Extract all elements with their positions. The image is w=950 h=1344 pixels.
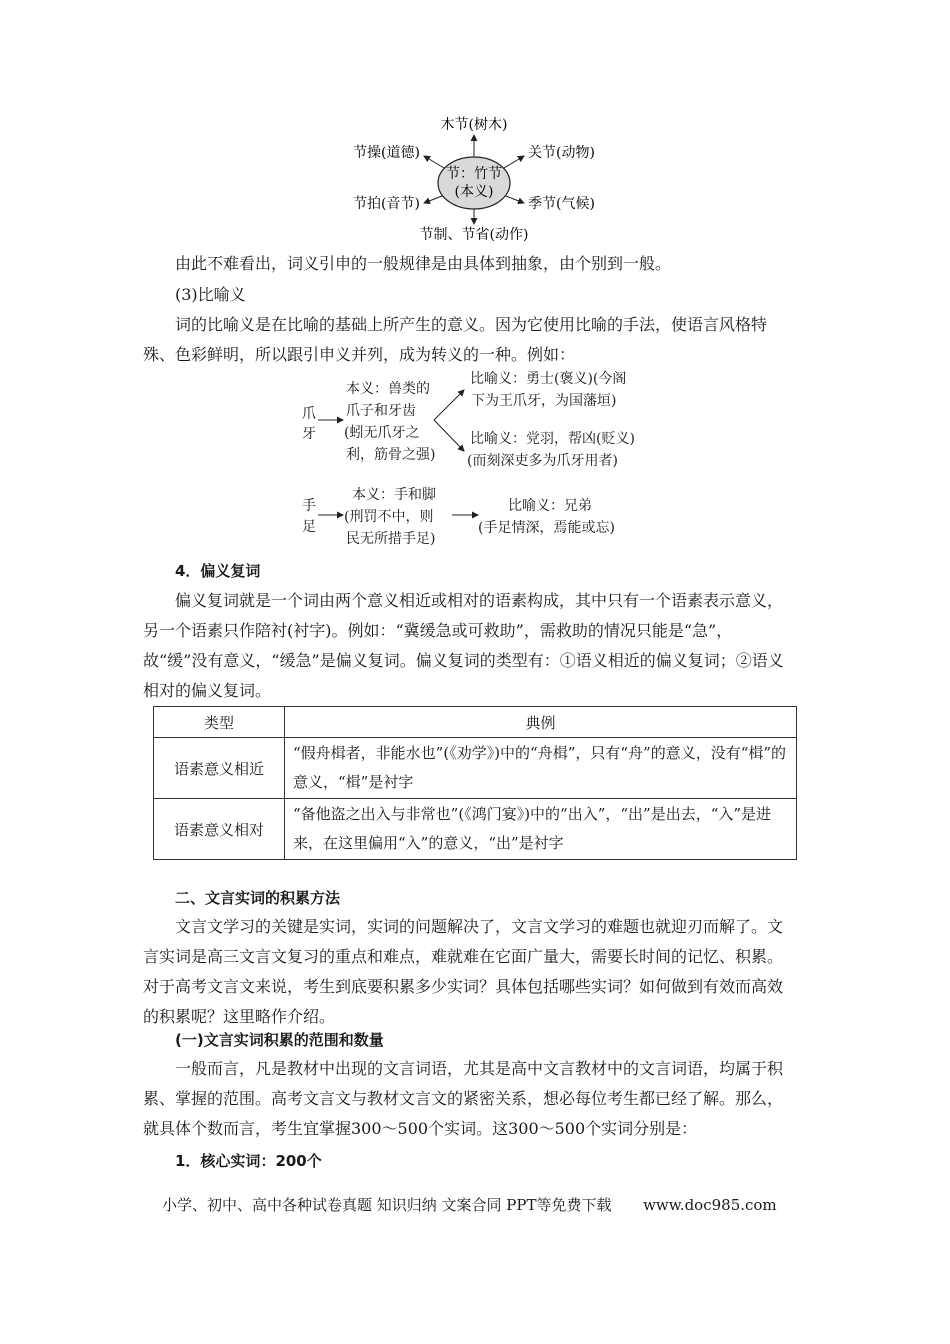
word-char-1: 手: [302, 498, 316, 514]
section-heading: 二、文言实词的积累方法: [175, 889, 341, 907]
meta1-line-2: 下为王爪牙，为国藩垣): [471, 393, 617, 409]
heading-partial-compound: 4．偏义复词: [175, 562, 261, 580]
row-type: 语素意义相近: [154, 738, 285, 799]
meta2-line-2: (而刻深吏多为爪牙用者): [467, 453, 618, 469]
subheading-scope: (一)文言实词积累的范围和数量: [175, 1031, 384, 1049]
base-line-3: 民无所措手足): [346, 531, 436, 547]
node-top-left: 节操(道德): [353, 145, 420, 161]
table-row: [154, 738, 797, 799]
base-line-2: (刑罚不中，则: [344, 509, 434, 525]
header-type: 类型: [154, 707, 285, 738]
word-char-2: 足: [302, 519, 316, 535]
center-label-1: 节：竹节: [446, 166, 502, 182]
meta2-line-1: 比喻义：党羽，帮凶(贬义): [470, 431, 635, 447]
examples-table: [153, 706, 797, 860]
para-compound: 偏义复词就是一个词由两个意义相近或相对的语素构成，其中只有一个语素表示意义，另一个语素只作陪衬(衬字)。例如：“冀缓急或可救助”，需救助的情况只能是“急”，故“缓”没有意义，“缓急”是偏义复词。偏义复词的类型有：①语义相近的偏义复词；②语义相对的偏义复词。: [143, 591, 784, 700]
row-example: “假舟楫者，非能水也”(《劝学》)中的“舟楫”，只有“舟”的意义，没有“楫”的意义，“楫”是衬字: [285, 738, 797, 799]
page-footer: [162, 1194, 777, 1215]
heading-metaphor: (3)比喻义: [175, 285, 246, 304]
para-rule: 由此不难看出，词义引申的一般规律是由具体到抽象，由个别到一般。: [175, 254, 672, 273]
footer-text: 小学、初中、高中各种试卷真题 知识归纳 文案合同 PPT等免费下载: [162, 1196, 612, 1214]
word-char-2: 牙: [302, 426, 316, 442]
item-core-words: 1．核心实词：200个: [175, 1152, 322, 1170]
word-char-1: 爪: [302, 406, 316, 422]
node-bottom-left: 节拍(音节): [353, 196, 420, 212]
node-top: 木节(树木): [440, 117, 508, 133]
center-ellipse: [438, 157, 510, 209]
meta-line-2: (手足情深，焉能或忘): [478, 520, 615, 536]
para-scope: 一般而言，凡是教材中出现的文言词语，尤其是高中文言教材中的文言词语，均属于积累、掌握的范围。高考文言文与教材文言文的紧密关系，想必每位考生都已经了解。那么，就具体个数而言，考生宜掌握300～500个实词。这300～500个实词分别是：: [143, 1059, 784, 1138]
meta1-line-1: 比喻义：勇士(褒义)(今阁: [470, 371, 627, 387]
node-top-right: 关节(动物): [528, 145, 595, 161]
base-line-1: 本义：手和脚: [352, 487, 436, 503]
base-line-4: 利，筋骨之强): [346, 447, 436, 463]
base-line-1: 本义：兽类的: [346, 381, 430, 397]
word-meaning-diagram-jie: [340, 110, 620, 245]
base-line-3: (蚓无爪牙之: [344, 425, 420, 441]
table-row: [154, 799, 797, 860]
node-bottom-right: 季节(气候): [528, 196, 595, 212]
meta-line-1: 比喻义：兄弟: [508, 498, 592, 514]
node-bottom: 节制、节省(动作): [419, 227, 529, 243]
base-line-2: 爪子和牙齿: [346, 403, 416, 419]
footer-url: www.doc985.com: [643, 1196, 777, 1214]
para-metaphor: 词的比喻义是在比喻的基础上所产生的意义。因为它使用比喻的手法，使语言风格特殊、色彩鲜明，所以跟引申义并列，成为转义的一种。例如：: [143, 315, 768, 364]
header-example: 典例: [285, 707, 797, 738]
row-type: 语素意义相对: [154, 799, 285, 860]
center-label-2: (本义): [454, 184, 494, 200]
table-header-row: [154, 707, 797, 738]
para-key: 文言文学习的关键是实词，实词的问题解决了，文言文学习的难题也就迎刃而解了。文言实词是高三文言文复习的重点和难点，难就难在它面广量大，需要长时间的记忆、积累。对于高考文言文来说，考生到底要积累多少实词？具体包括哪些实词？如何做到有效而高效的积累呢？这里略作介绍。: [143, 917, 784, 1026]
row-example: “备他盗之出入与非常也”(《鸿门宴》)中的“出入”，“出”是出去，“入”是进来，在这里偏用“入”的意义，“出”是衬字: [285, 799, 797, 860]
